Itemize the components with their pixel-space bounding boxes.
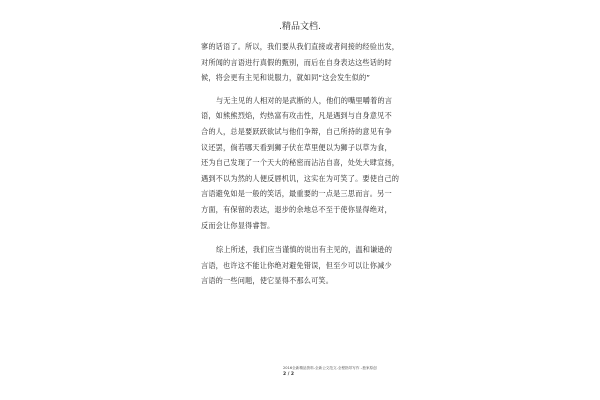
body-line-12: 反而会让你显得睿智。 — [201, 220, 275, 230]
body-line-7: 议还罢，倘若哪天看到狮子伏在草里便以为狮子以草为食， — [201, 142, 392, 152]
page-number: 2 / 2 — [283, 372, 295, 377]
body-line-15: 言语的一些问题，使它显得不那么可笑。 — [201, 276, 334, 286]
body-line-5: 语，如熊熊烈焰，灼热富有攻击性，凡是遇到与自身意见不 — [201, 111, 392, 121]
body-line-8: 还为自己发现了一个天大的秘密而沾沾自喜，处处大肆宣扬， — [201, 158, 400, 168]
page-footer-text: 2016全新精品资料-全新公文范文-全程指导写作 –独家原创 — [283, 366, 377, 370]
body-line-13: 综上所述，我们应当谨慎的说出有主见的，温和谦逊的 — [216, 245, 393, 255]
paragraph-gap — [201, 86, 411, 93]
page-header-title: .精品文档. — [279, 22, 321, 32]
body-line-1: 寥的话语了。所以，我们要从我们直接或者间接的经验出发， — [201, 42, 400, 51]
body-line-6: 合的人，总是要跃跃欲试与他们争辩，自己所持的意见有争 — [201, 126, 392, 136]
body-line-4: 与无主见的人相对的是武断的人，他们的嘴里嚼着的言 — [216, 95, 393, 105]
body-line-2: 对所闻的言语进行真假的甄别，而后在自身表达这些话的时 — [201, 57, 392, 67]
body-line-3: 候，将会更有主见和说服力，就如同“这会发生似的” — [201, 73, 371, 83]
body-line-10: 言语避免如是一般的笑话，最重要的一点是三思而言。另一 — [201, 189, 392, 199]
document-body — [201, 39, 411, 289]
body-line-11: 方面，有保留的表达，退步的余地总不至于使你显得绝对， — [201, 204, 392, 214]
body-line-14: 言语，也许这不能让你绝对避免错误，但至少可以让你减少 — [201, 260, 392, 270]
paragraph-gap — [201, 233, 411, 242]
body-line-9: 遇到不以为然的人便反唇机讥，这实在为可笑了。要使自己的 — [201, 173, 400, 183]
